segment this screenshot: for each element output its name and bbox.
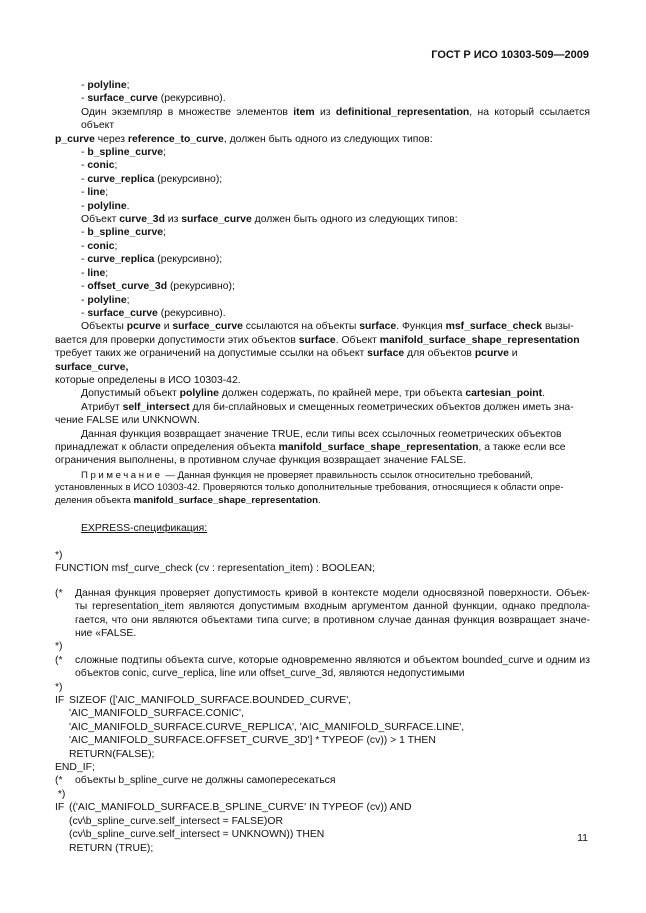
text: которые определены в ИСО 10303-42. [55,374,241,386]
entity-name: curve_replica [87,254,155,266]
text: и [160,321,173,333]
entity-name: surface [298,334,336,346]
text: деления объекта [55,494,134,506]
text: . [542,388,546,400]
text: Атрибут [81,401,123,413]
code-line: 'AIC_MANIFOLD_SURFACE.CURVE_REPLICA', 'AIC_MANIFOLD_SURFACE.LINE', [69,721,465,733]
list-item [55,79,590,92]
entity-name: pcurve [126,321,161,333]
code-line: *) [55,641,63,653]
list-suffix: (рекурсивно); [154,254,223,266]
entity-name: surface_curve [172,321,243,333]
list-item [55,173,590,186]
code-line: SIZEOF (['AIC_MANIFOLD_SURFACE.BOUNDED_CURVE', [69,695,352,707]
list-item [55,186,590,199]
list-dash: - [81,160,88,172]
entity-name: polyline [87,200,127,212]
code-line: (('AIC_MANIFOLD_SURFACE.B_SPLINE_CURVE' IN TYPEOF (cv)) AND [69,802,412,814]
paragraph-pcurve-cont [55,374,590,387]
paragraph-return-cont [55,441,590,454]
list-dash: - [81,147,88,159]
code-comment [55,587,590,641]
text: для би-сплайновых и смещенных геометрических объектов должен иметь зна- [189,401,574,413]
entity-name: definitional_representation [335,106,470,118]
entity-name: cartesian_point [465,388,543,400]
list-item [55,146,590,159]
text: из [164,214,182,226]
text: должен быть одного из следующих типов: [251,214,458,226]
entity-name: b_spline_curve [87,227,164,239]
note-label: Примечание [81,469,163,481]
code-line: 'AIC_MANIFOLD_SURFACE.OFFSET_CURVE_3D'] * TYPEOF (cv)) > 1 THEN [69,735,436,747]
paragraph-pcurve-cont [55,347,590,374]
list-item [55,226,590,239]
page-number: 11 [577,832,588,844]
list-dash: - [81,80,88,91]
text: через [94,133,128,145]
text: ссылаются на объекты [242,321,360,333]
text: Один экземпляр в множестве элементов [81,106,294,118]
code-line: (cv\b_spline_curve.self_intersect = FALSE)OR [69,815,283,827]
entity-name: polyline [179,388,219,400]
paragraph-return [55,428,590,441]
text: , на который ссылается объект [81,106,591,132]
text: Объекты [81,321,127,333]
entity-name: line [87,187,106,199]
entity-name: manifold_surface_shape_representation [379,334,580,346]
list-dash: - [81,294,88,306]
code-if-body [69,801,412,855]
list-suffix: (рекурсивно); [154,173,223,185]
list-suffix: (рекурсивно); [167,281,235,293]
entity-name: surface [367,348,405,360]
code-comment [55,654,590,681]
list-dash: - [81,200,88,212]
list-dash: - [81,254,88,266]
entity-name: conic [87,240,115,252]
entity-name: self_intersect [122,401,190,413]
comment-text: Данная функция проверяет допустимость кривой в контексте модели односвязной поверхности. Объек-ты representation_item являются допустимым входным аргументом данной функции, однако предпола-гается, что они являются объектами типа curve; в противном случае данная функция возвращает значе-ние «FALSE. [75,587,590,639]
note-line [55,470,590,483]
list-item [55,159,590,172]
entity-name: curve_replica [87,173,155,185]
list-suffix: ; [126,80,130,91]
paragraph-curve-3d [55,213,590,226]
list-suffix: ; [105,267,109,279]
page-body [55,79,590,855]
comment-mark: (* [55,654,63,666]
comment-mark: (* [55,775,63,787]
text: ограничения выполнены, в противном случае функция возвращает значение FALSE. [55,455,467,467]
note-line [55,495,590,508]
list-suffix: ; [114,240,118,252]
document-header: ГОСТ Р ИСО 10303-509—2009 [431,49,589,61]
spacer [55,576,590,587]
list-dash: - [81,187,88,199]
keyword: IF [55,802,65,814]
text: , а также если все [478,441,566,453]
list-item [55,267,590,280]
entity-name: b_spline_curve [87,147,164,159]
entity-name: msf_surface_check [445,321,543,333]
entity-name: surface_curve [181,214,252,226]
list-suffix: ; [105,187,109,199]
text: и [508,348,518,360]
list-item [55,280,590,293]
comment-mark: (* [55,587,63,599]
list-suffix: (рекурсивно). [157,307,226,319]
note-line [55,482,590,495]
entity-name: manifold_surface_shape_representation [278,441,479,453]
code-if [55,694,590,761]
list-dash: - [81,227,88,239]
entity-name: reference_to_curve [127,133,224,145]
spacer [55,508,590,522]
entity-name: conic [87,160,115,172]
code-line: *) [55,549,63,561]
text: вызы- [542,321,574,333]
text: чение FALSE или UNKNOWN. [55,415,200,427]
code-if-body [69,694,464,761]
entity-name: polyline [87,294,127,306]
list-item [55,253,590,266]
entity-name: pcurve [474,348,509,360]
text: принадлежат к области определения объекта [55,441,279,453]
comment-text: объекты b_spline_curve не должны самопересекаться [75,775,336,787]
paragraph-pcurve [55,320,590,333]
paragraph-self-intersect [55,401,590,414]
text: требует таких же ограничений на допустимые ссылки на объект [55,348,368,360]
keyword: IF [55,695,65,707]
list-suffix: ; [163,147,166,159]
code-line: END_IF; [55,762,95,774]
note-block [55,470,590,508]
list-suffix: ; [163,227,166,239]
text: Объект [81,214,120,226]
code-if [55,801,590,855]
entity-name: surface_curve [87,93,158,105]
text: , должен быть одного из следующих типов: [223,133,433,145]
list-suffix: ; [126,294,130,306]
spacer [55,535,590,549]
list-item [55,92,590,105]
list-dash: - [81,307,88,319]
paragraph-pcurve-cont [55,334,590,347]
code-line: RETURN (TRUE); [69,842,154,854]
paragraph-item-cont [55,133,590,146]
code-line: FUNCTION msf_curve_check (cv : representation_item) : BOOLEAN; [55,563,375,575]
text: . [318,494,321,506]
list-suffix: ; [114,160,118,172]
paragraph-item [55,106,590,133]
list-dash: - [81,267,88,279]
entity-name: item [293,106,315,118]
text: из [314,106,336,118]
list-dash: - [81,281,88,293]
paragraph-polyline [55,387,590,400]
code-line: (cv\b_spline_curve.self_intersect = UNKNOWN)) THEN [69,829,325,841]
entity-name: polyline [87,80,127,91]
list-dash: - [81,240,88,252]
text: для объектов [404,348,475,360]
entity-name: surface_curve, [55,361,129,373]
text: — Данная функция не проверяет правильность ссылок относительно требований, [162,469,533,481]
entity-name: surface [359,321,397,333]
entity-name: offset_curve_3d [87,281,168,293]
code-line: 'AIC_MANIFOLD_SURFACE.CONIC', [69,708,244,720]
list-item [55,200,590,213]
heading-text: EXPRESS-спецификация: [81,522,208,534]
list-item [55,294,590,307]
list-dash: - [81,173,88,185]
entity-name: manifold_surface_shape_representation [133,494,318,506]
code-block [55,549,590,855]
code-line: RETURN(FALSE); [69,748,155,760]
list-suffix: (рекурсивно). [157,93,226,105]
code-comment [55,774,590,787]
entity-name: curve_3d [119,214,165,226]
paragraph-self-intersect-cont [55,414,590,427]
paragraph-return-cont [55,454,590,467]
code-line: *) [55,788,66,800]
text: Допустимый объект [81,388,180,400]
entity-name: line [87,267,106,279]
text: вается для проверки допустимости этих объектов [55,334,299,346]
text: Данная функция возвращает значение TRUE, если типы всех ссылочных геометрических объектов [81,428,562,440]
text: должен содержать, по крайней мере, три объекта [218,388,466,400]
code-line: *) [55,681,63,693]
text: . Функция [396,321,446,333]
text: установленных в ИСО 10303-42. Проверяются только дополнительные требования, относящиеся к области опре- [55,482,564,494]
text: . Объект [335,334,380,346]
list-dash: - [81,93,88,105]
entity-name: p_curve [55,133,95,145]
entity-name: surface_curve [87,307,158,319]
list-item [55,307,590,320]
list-suffix: . [126,200,130,212]
list-item [55,240,590,253]
comment-text: сложные подтипы объекта curve, которые одновременно являются и объектом bounded_curve и одним из объектов conic, curve_replica, line или offset_curve_3d, являются недопустимыми [75,654,590,680]
express-heading [55,522,590,535]
